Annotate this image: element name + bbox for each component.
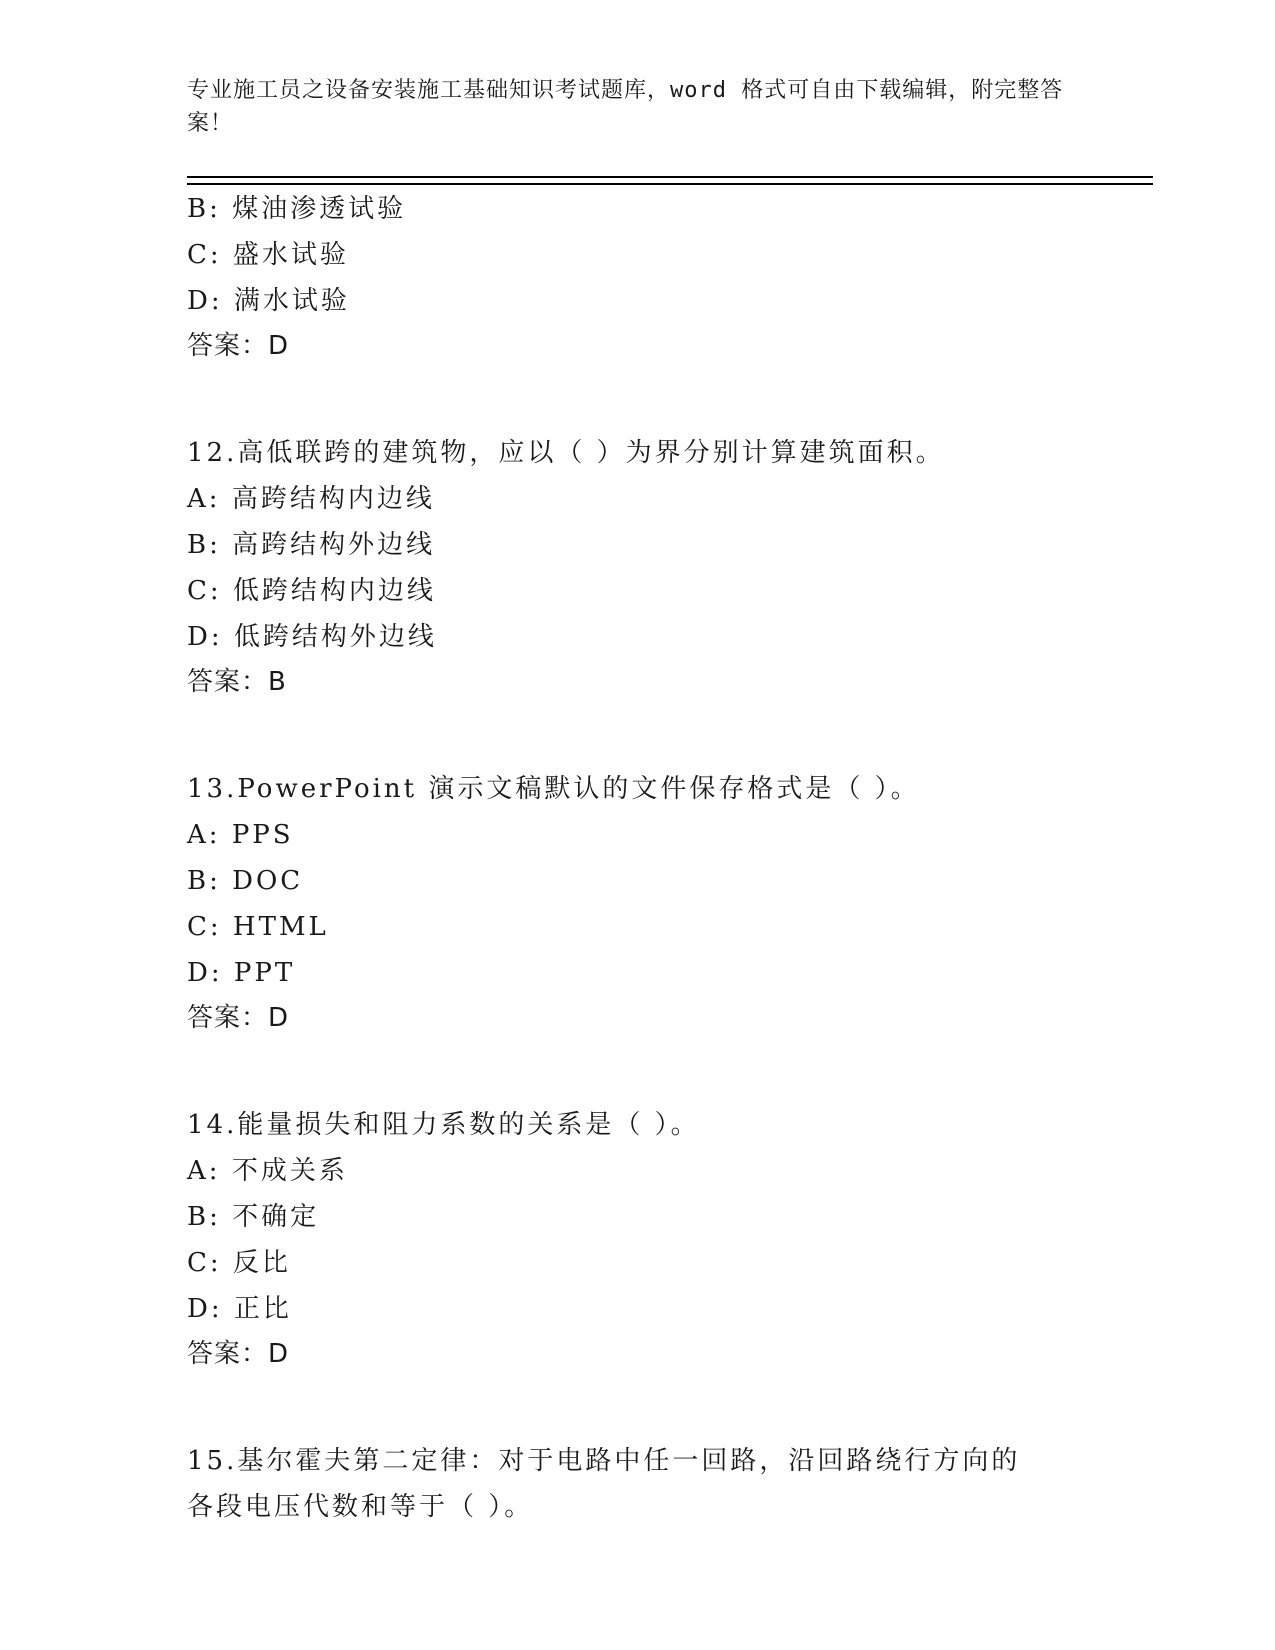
spacer <box>187 1040 1087 1102</box>
document-header-note: 专业施工员之设备安装施工基础知识考试题库，word 格式可自由下载编辑，附完整答案！ <box>187 78 1064 136</box>
question-block-15 <box>187 1438 1087 1530</box>
option-label: D: <box>187 1294 223 1324</box>
option-label: B: <box>187 866 221 896</box>
option-line <box>187 1194 1087 1240</box>
option-text: 不成关系 <box>231 1156 348 1186</box>
option-line <box>187 950 1087 996</box>
option-label: A: <box>187 484 221 514</box>
option-label: A: <box>187 1156 221 1186</box>
option-label: B: <box>187 1202 221 1232</box>
question-stem: 14.能量损失和阻力系数的关系是（ ）。 <box>187 1110 700 1140</box>
option-text: 高跨结构内边线 <box>231 484 435 514</box>
question-block-12 <box>187 430 1087 704</box>
question-block-14 <box>187 1102 1087 1376</box>
option-label: D: <box>187 286 223 316</box>
option-text: 不确定 <box>232 1202 320 1232</box>
question-block-continued <box>187 186 1087 368</box>
answer-line: 答案：D <box>187 1003 290 1033</box>
option-text: 正比 <box>233 1294 292 1324</box>
option-line <box>187 232 1087 278</box>
option-text: 满水试验 <box>233 286 350 316</box>
answer-line: 答案：D <box>187 1339 290 1369</box>
option-label: B: <box>187 194 221 224</box>
question-stem: 15.基尔霍夫第二定律：对于电路中任一回路，沿回路绕行方向的各段电压代数和等于（ ）。 <box>187 1446 1021 1522</box>
option-line <box>187 904 1087 950</box>
option-label: D: <box>187 622 223 652</box>
question-block-13 <box>187 766 1087 1040</box>
answer-line: 答案：B <box>187 667 287 697</box>
question-stem: 12.高低联跨的建筑物，应以（ ）为界分别计算建筑面积。 <box>187 438 945 468</box>
option-line <box>187 1240 1087 1286</box>
header-rule-top <box>187 176 1153 178</box>
option-line <box>187 1286 1087 1332</box>
option-label: D: <box>187 958 223 988</box>
header-rule-bottom <box>187 183 1153 185</box>
option-line <box>187 1148 1087 1194</box>
spacer <box>187 368 1087 430</box>
option-text: 低跨结构内边线 <box>232 576 436 606</box>
option-line <box>187 812 1087 858</box>
option-text: PPT <box>233 958 296 988</box>
answer-line: 答案：D <box>187 331 290 361</box>
option-line <box>187 614 1087 660</box>
question-stem: 13.PowerPoint 演示文稿默认的文件保存格式是（ ）。 <box>187 774 920 804</box>
option-line <box>187 186 1087 232</box>
option-line <box>187 476 1087 522</box>
option-label: C: <box>187 240 222 270</box>
option-label: C: <box>187 1248 222 1278</box>
option-text: 煤油渗透试验 <box>232 194 407 224</box>
option-text: 低跨结构外边线 <box>233 622 437 652</box>
option-label: A: <box>187 820 221 850</box>
option-text: 反比 <box>232 1248 291 1278</box>
option-text: PPS <box>231 820 294 850</box>
spacer <box>187 1376 1087 1438</box>
option-line <box>187 568 1087 614</box>
option-label: C: <box>187 576 222 606</box>
question-list <box>187 186 1087 1530</box>
option-text: 高跨结构外边线 <box>232 530 436 560</box>
option-label: B: <box>187 530 221 560</box>
option-line <box>187 858 1087 904</box>
option-text: 盛水试验 <box>232 240 349 270</box>
spacer <box>187 704 1087 766</box>
option-text: HTML <box>232 912 329 942</box>
option-line <box>187 278 1087 324</box>
option-label: C: <box>187 912 222 942</box>
option-text: DOC <box>232 866 304 896</box>
option-line <box>187 522 1087 568</box>
